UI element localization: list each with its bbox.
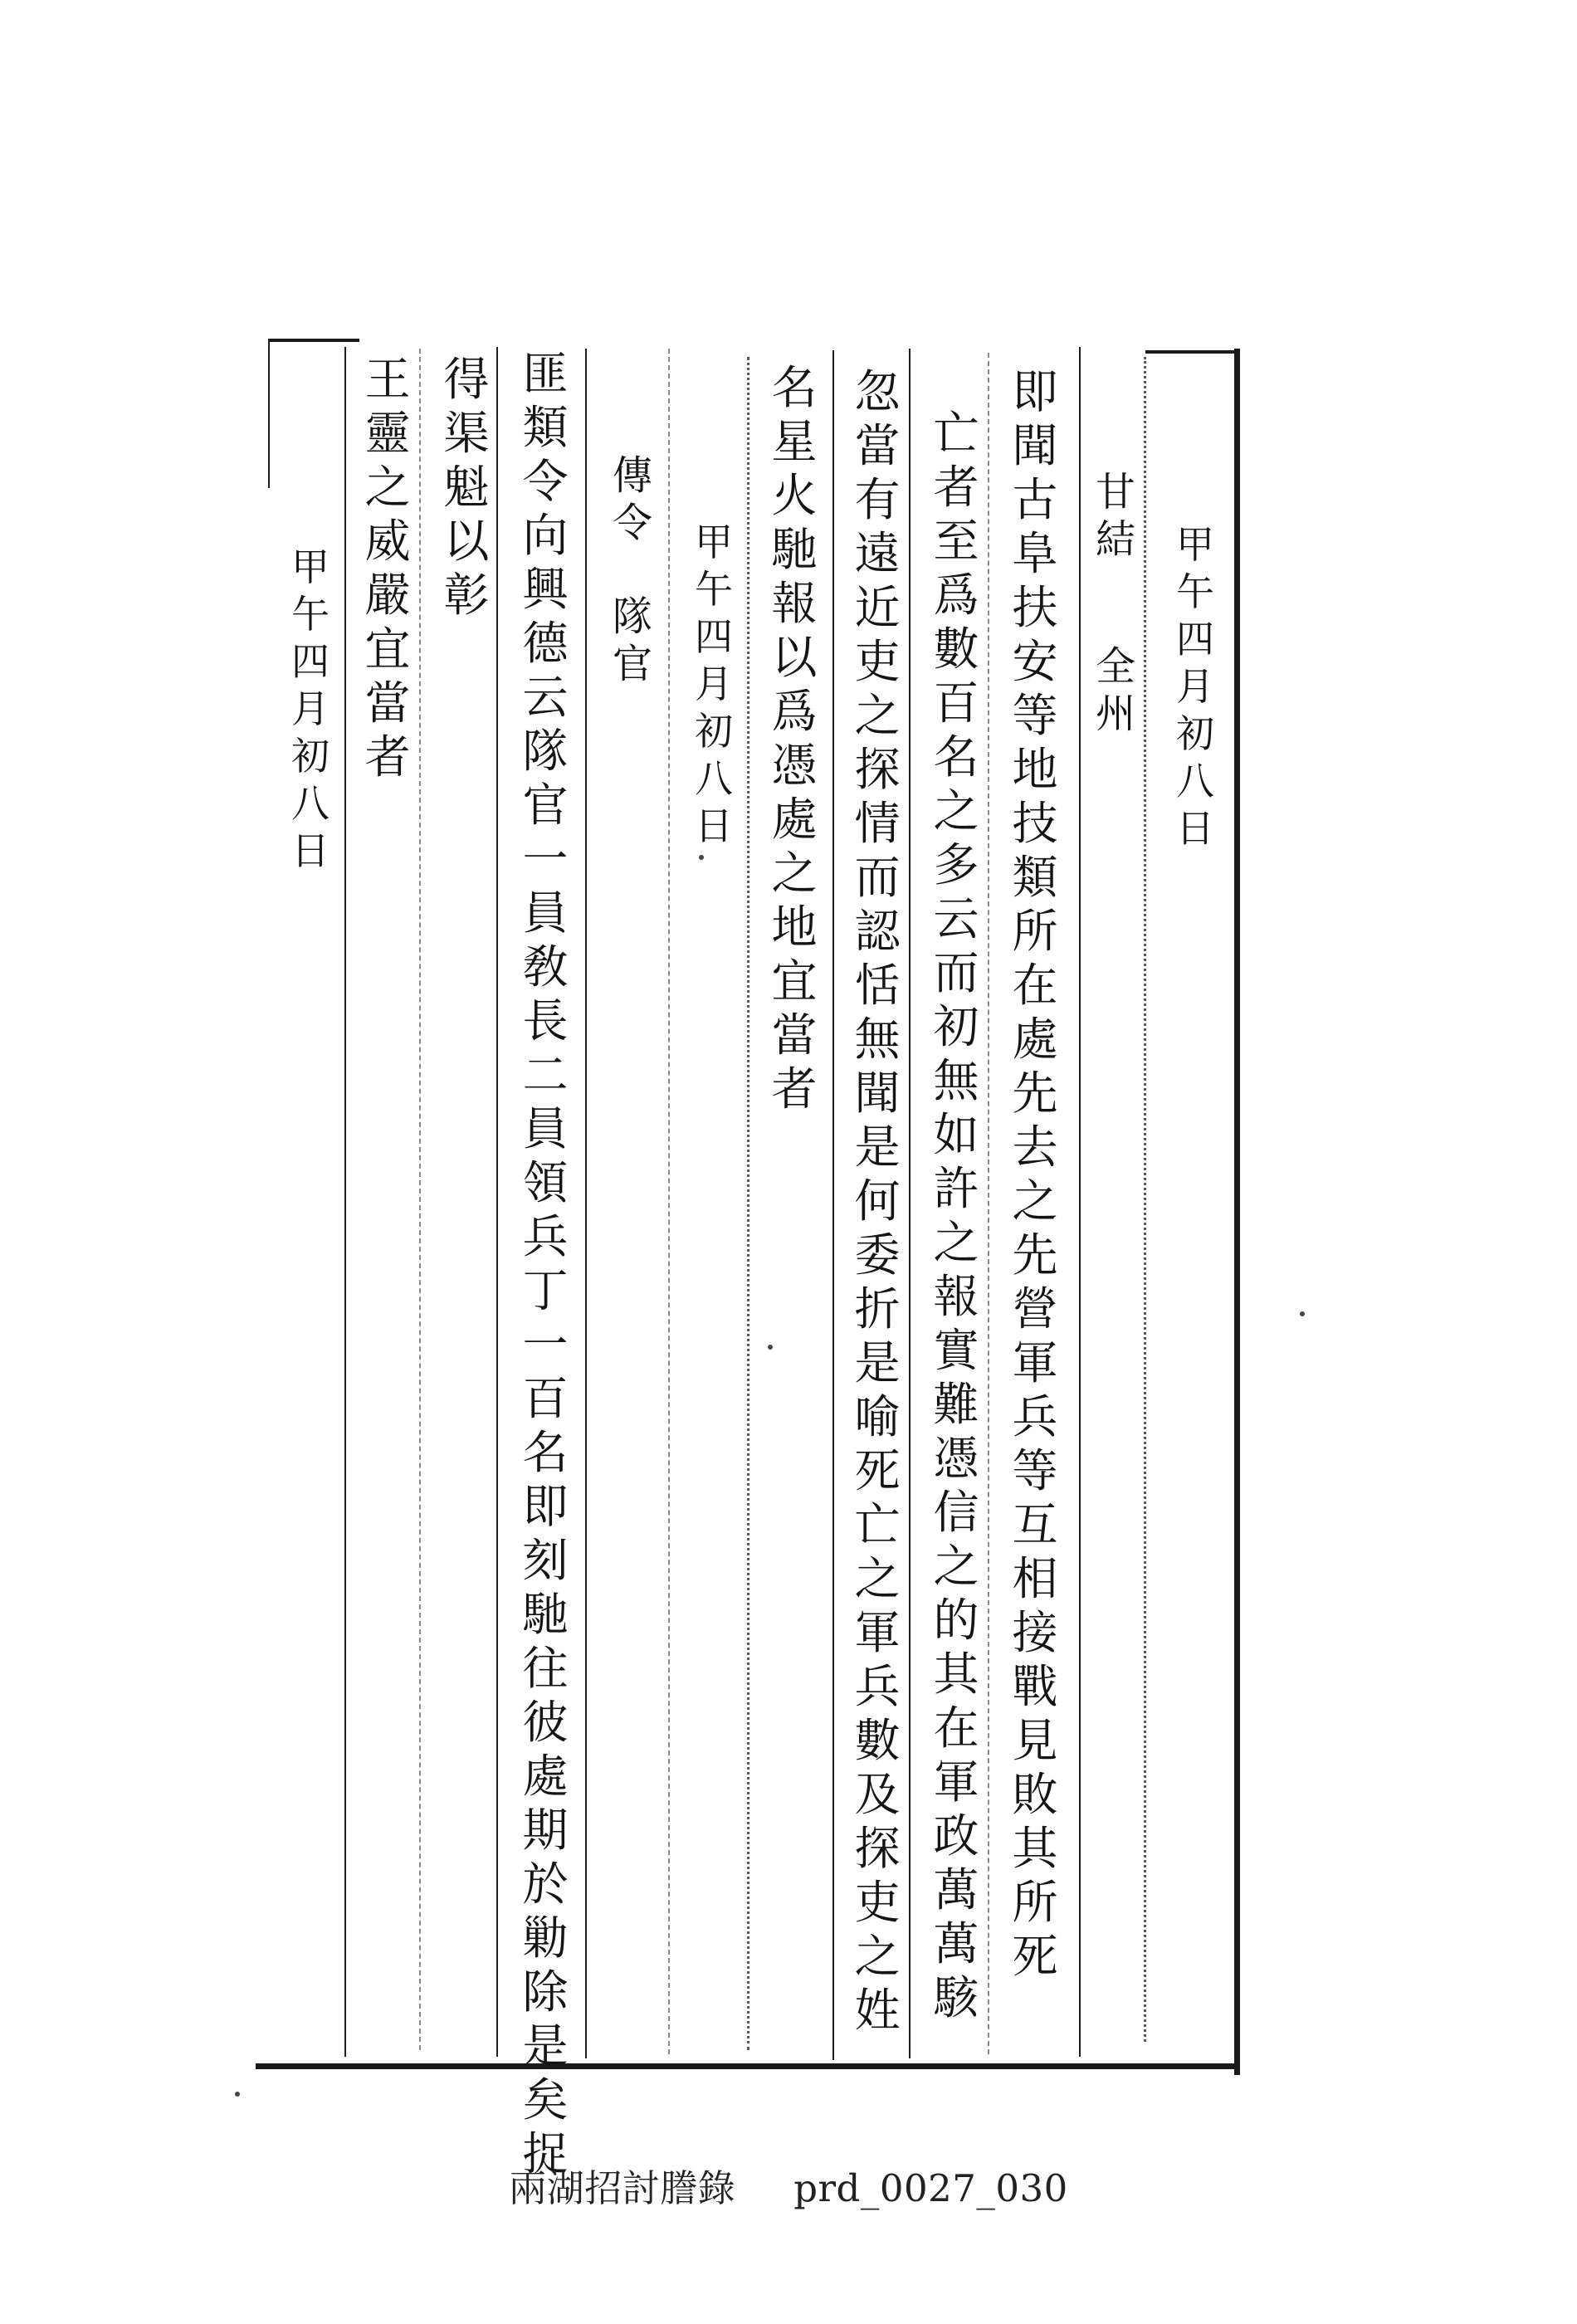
- hanzi-glyph: 委: [854, 1228, 901, 1282]
- column-rule: [668, 349, 670, 2054]
- column-body: [851, 365, 904, 2038]
- hanzi-glyph: 數: [933, 622, 979, 676]
- column-body: [519, 347, 572, 2181]
- hanzi-glyph: 得: [443, 353, 490, 406]
- hanzi-glyph: 當: [364, 676, 411, 730]
- hanzi-glyph: 其: [1012, 1822, 1058, 1875]
- hanzi-glyph: 處: [522, 1750, 569, 1803]
- hanzi-glyph: 日: [695, 803, 733, 848]
- hanzi-glyph: 之: [1012, 1174, 1058, 1228]
- scan-speck: [699, 855, 704, 860]
- column-rule: [268, 339, 270, 488]
- hanzi-glyph: 當: [854, 419, 901, 472]
- hanzi-glyph: 軍: [1012, 1336, 1058, 1389]
- hanzi-glyph: 二: [522, 1048, 569, 1101]
- column-body: [1008, 365, 1062, 1984]
- hanzi-glyph: 一: [522, 1318, 569, 1371]
- hanzi-glyph: 靈: [364, 407, 411, 460]
- hanzi-glyph: 八: [291, 781, 330, 826]
- hanzi-glyph: 處: [1012, 1013, 1058, 1066]
- hanzi-glyph: 兵: [522, 1210, 569, 1263]
- hanzi-glyph: 接: [1012, 1606, 1058, 1659]
- hanzi-glyph: 日: [291, 828, 330, 873]
- hanzi-glyph: 聞: [854, 1067, 901, 1120]
- page-border-top-tick-left: [268, 339, 359, 342]
- hanzi-glyph: 百: [933, 676, 979, 730]
- hanzi-glyph: 其: [933, 1648, 979, 1701]
- hanzi-glyph: 勦: [522, 1911, 569, 1965]
- column-body: [930, 407, 983, 2025]
- hanzi-glyph: 喻: [854, 1390, 901, 1443]
- hanzi-glyph: 在: [933, 1702, 979, 1755]
- hanzi-glyph: 折: [854, 1282, 901, 1335]
- hanzi-glyph: 官: [612, 641, 652, 687]
- hanzi-glyph: 四: [1176, 617, 1214, 662]
- hanzi-glyph: 名: [771, 361, 818, 414]
- hanzi-glyph: 初: [1176, 711, 1214, 756]
- hanzi-glyph: 類: [1012, 851, 1058, 904]
- hanzi-glyph: 匪: [522, 347, 569, 400]
- hanzi-glyph: 四: [695, 614, 733, 659]
- hanzi-glyph: 午: [1176, 569, 1214, 614]
- hanzi-glyph: 名: [522, 1426, 569, 1479]
- hanzi-glyph: 者: [933, 461, 979, 514]
- hanzi-glyph: 者: [771, 1062, 818, 1116]
- hanzi-glyph: 阜: [1012, 527, 1058, 580]
- hanzi-glyph: 嚴: [364, 569, 411, 622]
- column-rule: [988, 353, 989, 2054]
- hanzi-glyph: 情: [854, 797, 901, 850]
- column-label: [1089, 469, 1142, 564]
- hanzi-glyph: 以: [771, 631, 818, 684]
- hanzi-glyph: 甘: [1095, 469, 1135, 515]
- hanzi-glyph: 處: [771, 793, 818, 846]
- hanzi-glyph: 於: [522, 1858, 569, 1911]
- hanzi-glyph: 月: [695, 662, 733, 706]
- column-rule: [344, 347, 346, 2057]
- hanzi-glyph: 而: [933, 946, 979, 999]
- hanzi-glyph: 聞: [1012, 419, 1058, 472]
- hanzi-glyph: 甲: [291, 544, 330, 589]
- hanzi-glyph: 傳: [612, 452, 652, 499]
- hanzi-glyph: 向: [522, 509, 569, 562]
- column-rule: [909, 349, 911, 2058]
- hanzi-glyph: 渠: [443, 407, 490, 460]
- hanzi-glyph: 萬: [933, 1863, 979, 1916]
- hanzi-glyph: 捉: [522, 2127, 569, 2180]
- hanzi-glyph: 戰: [1012, 1660, 1058, 1713]
- hanzi-glyph: 八: [1176, 759, 1214, 803]
- column-date: [1169, 521, 1222, 852]
- hanzi-glyph: 期: [522, 1804, 569, 1857]
- hanzi-glyph: 刻: [522, 1534, 569, 1587]
- column-label: [606, 452, 659, 547]
- hanzi-glyph: 之: [854, 1930, 901, 1983]
- hanzi-glyph: 之: [933, 784, 979, 837]
- hanzi-glyph: 宜: [771, 954, 818, 1008]
- hanzi-glyph: 去: [1012, 1120, 1058, 1174]
- hanzi-glyph: 之: [933, 1216, 979, 1269]
- hanzi-glyph: 敗: [1012, 1768, 1058, 1821]
- hanzi-glyph: 百: [522, 1372, 569, 1425]
- hanzi-glyph: 姓: [854, 1984, 901, 2037]
- hanzi-glyph: 吏: [854, 1876, 901, 1929]
- hanzi-glyph: 敎: [522, 940, 569, 994]
- hanzi-glyph: 即: [1012, 365, 1058, 418]
- column-body: [361, 353, 414, 784]
- hanzi-glyph: 至: [933, 515, 979, 568]
- page-border-right: [1234, 349, 1240, 2075]
- collection-title: 兩湖招討謄錄: [509, 2166, 736, 2210]
- column-rule: [1079, 347, 1081, 2057]
- hanzi-glyph: 類: [522, 401, 569, 454]
- hanzi-glyph: 之: [364, 461, 411, 514]
- hanzi-glyph: 及: [854, 1768, 901, 1821]
- hanzi-glyph: 馳: [771, 523, 818, 576]
- hanzi-glyph: 丁: [522, 1264, 569, 1317]
- hanzi-glyph: 無: [854, 1013, 901, 1066]
- hanzi-glyph: 技: [1012, 797, 1058, 850]
- hanzi-glyph: 當: [771, 1008, 818, 1062]
- hanzi-glyph: 火: [771, 469, 818, 522]
- hanzi-glyph: 之: [771, 847, 818, 900]
- hanzi-glyph: 報: [933, 1270, 979, 1323]
- hanzi-glyph: 政: [933, 1809, 979, 1863]
- page-identifier: prd_0027_030: [793, 2166, 1068, 2210]
- hanzi-glyph: 隊: [612, 593, 652, 640]
- hanzi-glyph: 死: [854, 1444, 901, 1497]
- hanzi-glyph: 長: [522, 994, 569, 1047]
- hanzi-glyph: 名: [933, 730, 979, 784]
- hanzi-glyph: 王: [364, 353, 411, 406]
- hanzi-glyph: 初: [695, 709, 733, 754]
- column-rule: [585, 349, 587, 2058]
- hanzi-glyph: 駭: [933, 1971, 979, 2024]
- hanzi-glyph: 忽: [854, 365, 901, 418]
- hanzi-glyph: 許: [933, 1162, 979, 1215]
- hanzi-glyph: 馳: [522, 1588, 569, 1641]
- hanzi-glyph: 實: [933, 1324, 979, 1377]
- hanzi-glyph: 彰: [443, 569, 490, 622]
- hanzi-glyph: 彼: [522, 1696, 569, 1749]
- hanzi-glyph: 所: [1012, 1876, 1058, 1929]
- hanzi-glyph: 先: [1012, 1067, 1058, 1120]
- page-caption: [0, 2158, 1577, 2212]
- hanzi-glyph: 矣: [522, 2073, 569, 2126]
- hanzi-glyph: 月: [1176, 664, 1214, 709]
- hanzi-glyph: 令: [612, 500, 652, 546]
- hanzi-glyph: 兵: [1012, 1390, 1058, 1443]
- hanzi-glyph: 信: [933, 1486, 979, 1539]
- hanzi-glyph: 初: [933, 1000, 979, 1053]
- hanzi-glyph: 云: [522, 671, 569, 724]
- hanzi-glyph: 領: [522, 1156, 569, 1209]
- hanzi-glyph: 數: [854, 1714, 901, 1767]
- hanzi-glyph: 報: [771, 577, 818, 630]
- column-rule: [496, 347, 498, 2057]
- hanzi-glyph: 是: [854, 1120, 901, 1174]
- hanzi-glyph: 甲: [695, 520, 733, 564]
- column-date: [284, 544, 337, 875]
- hanzi-glyph: 在: [1012, 959, 1058, 1012]
- column-rule: [747, 357, 749, 2050]
- column-addressee: [606, 593, 659, 688]
- hanzi-glyph: 州: [1095, 691, 1135, 737]
- hanzi-glyph: 扶: [1012, 581, 1058, 634]
- scan-speck: [768, 1345, 773, 1350]
- hanzi-glyph: 萬: [933, 1917, 979, 1970]
- hanzi-glyph: 之: [854, 1552, 901, 1605]
- hanzi-glyph: 見: [1012, 1714, 1058, 1767]
- hanzi-glyph: 有: [854, 473, 901, 526]
- hanzi-glyph: 者: [364, 730, 411, 784]
- page-border-bottom: [256, 2063, 1240, 2069]
- hanzi-glyph: 的: [933, 1594, 979, 1647]
- hanzi-glyph: 憑: [771, 739, 818, 792]
- scan-speck: [1300, 1311, 1305, 1316]
- hanzi-glyph: 云: [933, 892, 979, 945]
- hanzi-glyph: 午: [695, 567, 733, 612]
- hanzi-glyph: 結: [1095, 516, 1135, 563]
- hanzi-glyph: 全: [1095, 643, 1135, 690]
- hanzi-glyph: 是: [854, 1336, 901, 1389]
- hanzi-glyph: 地: [1012, 743, 1058, 796]
- hanzi-glyph: 爲: [771, 685, 818, 738]
- hanzi-glyph: 憑: [933, 1432, 979, 1485]
- hanzi-glyph: 互: [1012, 1498, 1058, 1551]
- hanzi-glyph: 即: [522, 1480, 569, 1533]
- hanzi-glyph: 初: [291, 734, 330, 779]
- hanzi-glyph: 所: [1012, 905, 1058, 958]
- hanzi-glyph: 軍: [854, 1606, 901, 1659]
- hanzi-glyph: 往: [522, 1642, 569, 1695]
- hanzi-glyph: 是: [522, 2019, 569, 2073]
- hanzi-glyph: 等: [1012, 1444, 1058, 1497]
- column-date: [687, 519, 740, 850]
- column-body: [768, 361, 821, 1116]
- hanzi-glyph: 爲: [933, 569, 979, 622]
- hanzi-glyph: 員: [522, 1102, 569, 1155]
- hanzi-glyph: 八: [695, 756, 733, 801]
- column-rule: [419, 349, 421, 2050]
- hanzi-glyph: 以: [443, 515, 490, 568]
- hanzi-glyph: 威: [364, 515, 411, 568]
- hanzi-glyph: 德: [522, 617, 569, 670]
- hanzi-glyph: 星: [771, 415, 818, 468]
- hanzi-glyph: 甲: [1176, 522, 1214, 567]
- hanzi-glyph: 日: [1176, 806, 1214, 851]
- hanzi-glyph: 恬: [854, 959, 901, 1012]
- hanzi-glyph: 官: [522, 779, 569, 832]
- hanzi-glyph: 月: [291, 686, 330, 731]
- column-body: [440, 353, 493, 622]
- hanzi-glyph: 兵: [854, 1660, 901, 1713]
- hanzi-glyph: 除: [522, 1965, 569, 2019]
- page-border-top-tick: [1145, 350, 1237, 354]
- hanzi-glyph: 遠: [854, 527, 901, 580]
- hanzi-glyph: 如: [933, 1108, 979, 1161]
- hanzi-glyph: 等: [1012, 689, 1058, 742]
- hanzi-glyph: 吏: [854, 635, 901, 688]
- hanzi-glyph: 古: [1012, 473, 1058, 526]
- hanzi-glyph: 相: [1012, 1552, 1058, 1605]
- hanzi-glyph: 一: [522, 832, 569, 886]
- hanzi-glyph: 午: [291, 592, 330, 637]
- hanzi-glyph: 魁: [443, 461, 490, 514]
- hanzi-glyph: 安: [1012, 635, 1058, 688]
- hanzi-glyph: 死: [1012, 1930, 1058, 1983]
- hanzi-glyph: 營: [1012, 1282, 1058, 1335]
- hanzi-glyph: 地: [771, 901, 818, 954]
- hanzi-glyph: 探: [854, 1822, 901, 1875]
- hanzi-glyph: 軍: [933, 1755, 979, 1809]
- hanzi-glyph: 宜: [364, 622, 411, 676]
- hanzi-glyph: 多: [933, 838, 979, 891]
- hanzi-glyph: 之: [854, 689, 901, 742]
- scan-speck: [235, 2092, 240, 2097]
- hanzi-glyph: 隊: [522, 725, 569, 778]
- hanzi-glyph: 四: [291, 639, 330, 684]
- hanzi-glyph: 無: [933, 1054, 979, 1107]
- hanzi-glyph: 先: [1012, 1228, 1058, 1282]
- hanzi-glyph: 亡: [854, 1498, 901, 1551]
- hanzi-glyph: 之: [933, 1540, 979, 1593]
- hanzi-glyph: 探: [854, 743, 901, 796]
- hanzi-glyph: 近: [854, 581, 901, 634]
- hanzi-glyph: 難: [933, 1378, 979, 1431]
- hanzi-glyph: 令: [522, 455, 569, 508]
- hanzi-glyph: 而: [854, 851, 901, 904]
- hanzi-glyph: 認: [854, 905, 901, 958]
- hanzi-glyph: 何: [854, 1174, 901, 1228]
- hanzi-glyph: 亡: [933, 407, 979, 460]
- hanzi-glyph: 興: [522, 563, 569, 616]
- column-rule: [832, 350, 834, 2060]
- column-place: [1089, 643, 1142, 738]
- hanzi-glyph: 員: [522, 886, 569, 940]
- column-rule: [1144, 357, 1146, 2042]
